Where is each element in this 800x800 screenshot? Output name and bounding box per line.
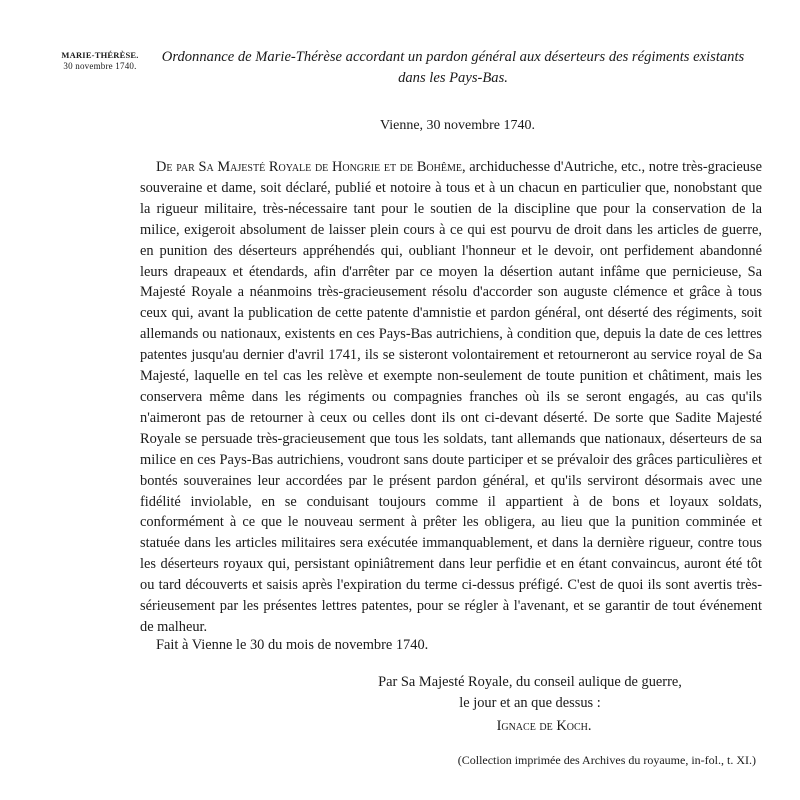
signature-line-2: le jour et an que dessus : — [459, 695, 601, 711]
body-paragraph — [140, 157, 762, 638]
dateline: Vienne, 30 novembre 1740. — [379, 118, 536, 133]
closing-line: Fait à Vienne le 30 du mois de novembre 1740. — [156, 637, 429, 653]
signature-line-1: Par Sa Majesté Royale, du conseil aulique de guerre, — [378, 674, 682, 690]
document-heading: Ordonnance de Marie-Thérèse accordant un pardon général aux déserteurs des régiments existants dans les Pays-Bas. — [161, 49, 745, 86]
signature-block — [300, 672, 760, 737]
margin-note-title: MARIE-THÉRÈSE. — [61, 50, 139, 60]
opening-smallcaps: De par Sa Majesté Royale de Hongrie et de Bohême, — [156, 159, 466, 175]
margin-note-date: 30 novembre 1740. — [63, 61, 137, 71]
body-text: archiduchesse d'Autriche, etc., notre très-gracieuse souveraine et dame, soit déclaré, publié et notoire à tous et à un chacun en particulier que, nonobstant que la rigueur militaire, très-nécessaire tant pour le soutien de la discipline que pour la conservation de la milice, exigeroit absolument de laisser plein cours à ce qui est pourvu de droit dans les articles de guerre, en punition des déserteurs appréhendés qui, oubliant l'honneur et le devoir, ont perfidement abandonné leurs drapeaux et étendards, afin d'arrêter par ce moyen la désertion autant infâme que pernicieuse, Sa Majesté Royale a néanmoins très-gracieusement résolu d'accorder son auguste clémence et grâce à tous ceux qui, avant la publication de cette patente d'amnistie et pardon général, ont déserté des régiments, soit allemands ou nationaux, existents en ces Pays-Bas autrichiens, à condition que, depuis la date de ces lettres patentes jusqu'au dernier d'avril 1741, ils se sisteront volontairement et retourneront au service royal de Sa Majesté, laquelle en tel cas les relève et exempte non-seulement de toute punition et châtiment, mais les conservera même dans les régiments ou compagnies franches où ils se seront engagés, au cas qu'ils n'aimeront pas de retourner à ceux ou celles dont ils ont ci-devant déserté. De sorte que Sadite Majesté Royale se persuade très-gracieusement que tous les soldats, tant allemands que nationaux, déserteurs de sa milice en ces Pays-Bas autrichiens, voudront sans doute participer et se prévaloir des grâces particulières et bontés souveraines leur accordées par le présent pardon général, et qu'ils serviront désormais avec une fidélité inviolable, en se conduisant toujours comme il appartient à de bons et loyaux soldats, conformément à ce que le nouveau serment à prêter les obligera, au lieu que la punition comminée et statuée dans les articles militaires sera exécutée immanquablement, et dans la dernière rigueur, contre tous les déserteurs royaux qui, persistant opiniâtrement dans leur perfidie et en étant convaincus, auront été tôt ou tard découverts et saisis après l'expiration du terme ci-dessus préfigé. C'est de quoi ils sont avertis très-sérieusement par les présentes lettres patentes, pour se régler à l'avenant, et se garantir de tout événement de malheur. — [140, 159, 762, 635]
source-note: (Collection imprimée des Archives du royaume, in-fol., t. XI.) — [457, 753, 756, 767]
margin-note — [58, 50, 142, 72]
signer-name: Ignace de Koch. — [496, 718, 592, 734]
